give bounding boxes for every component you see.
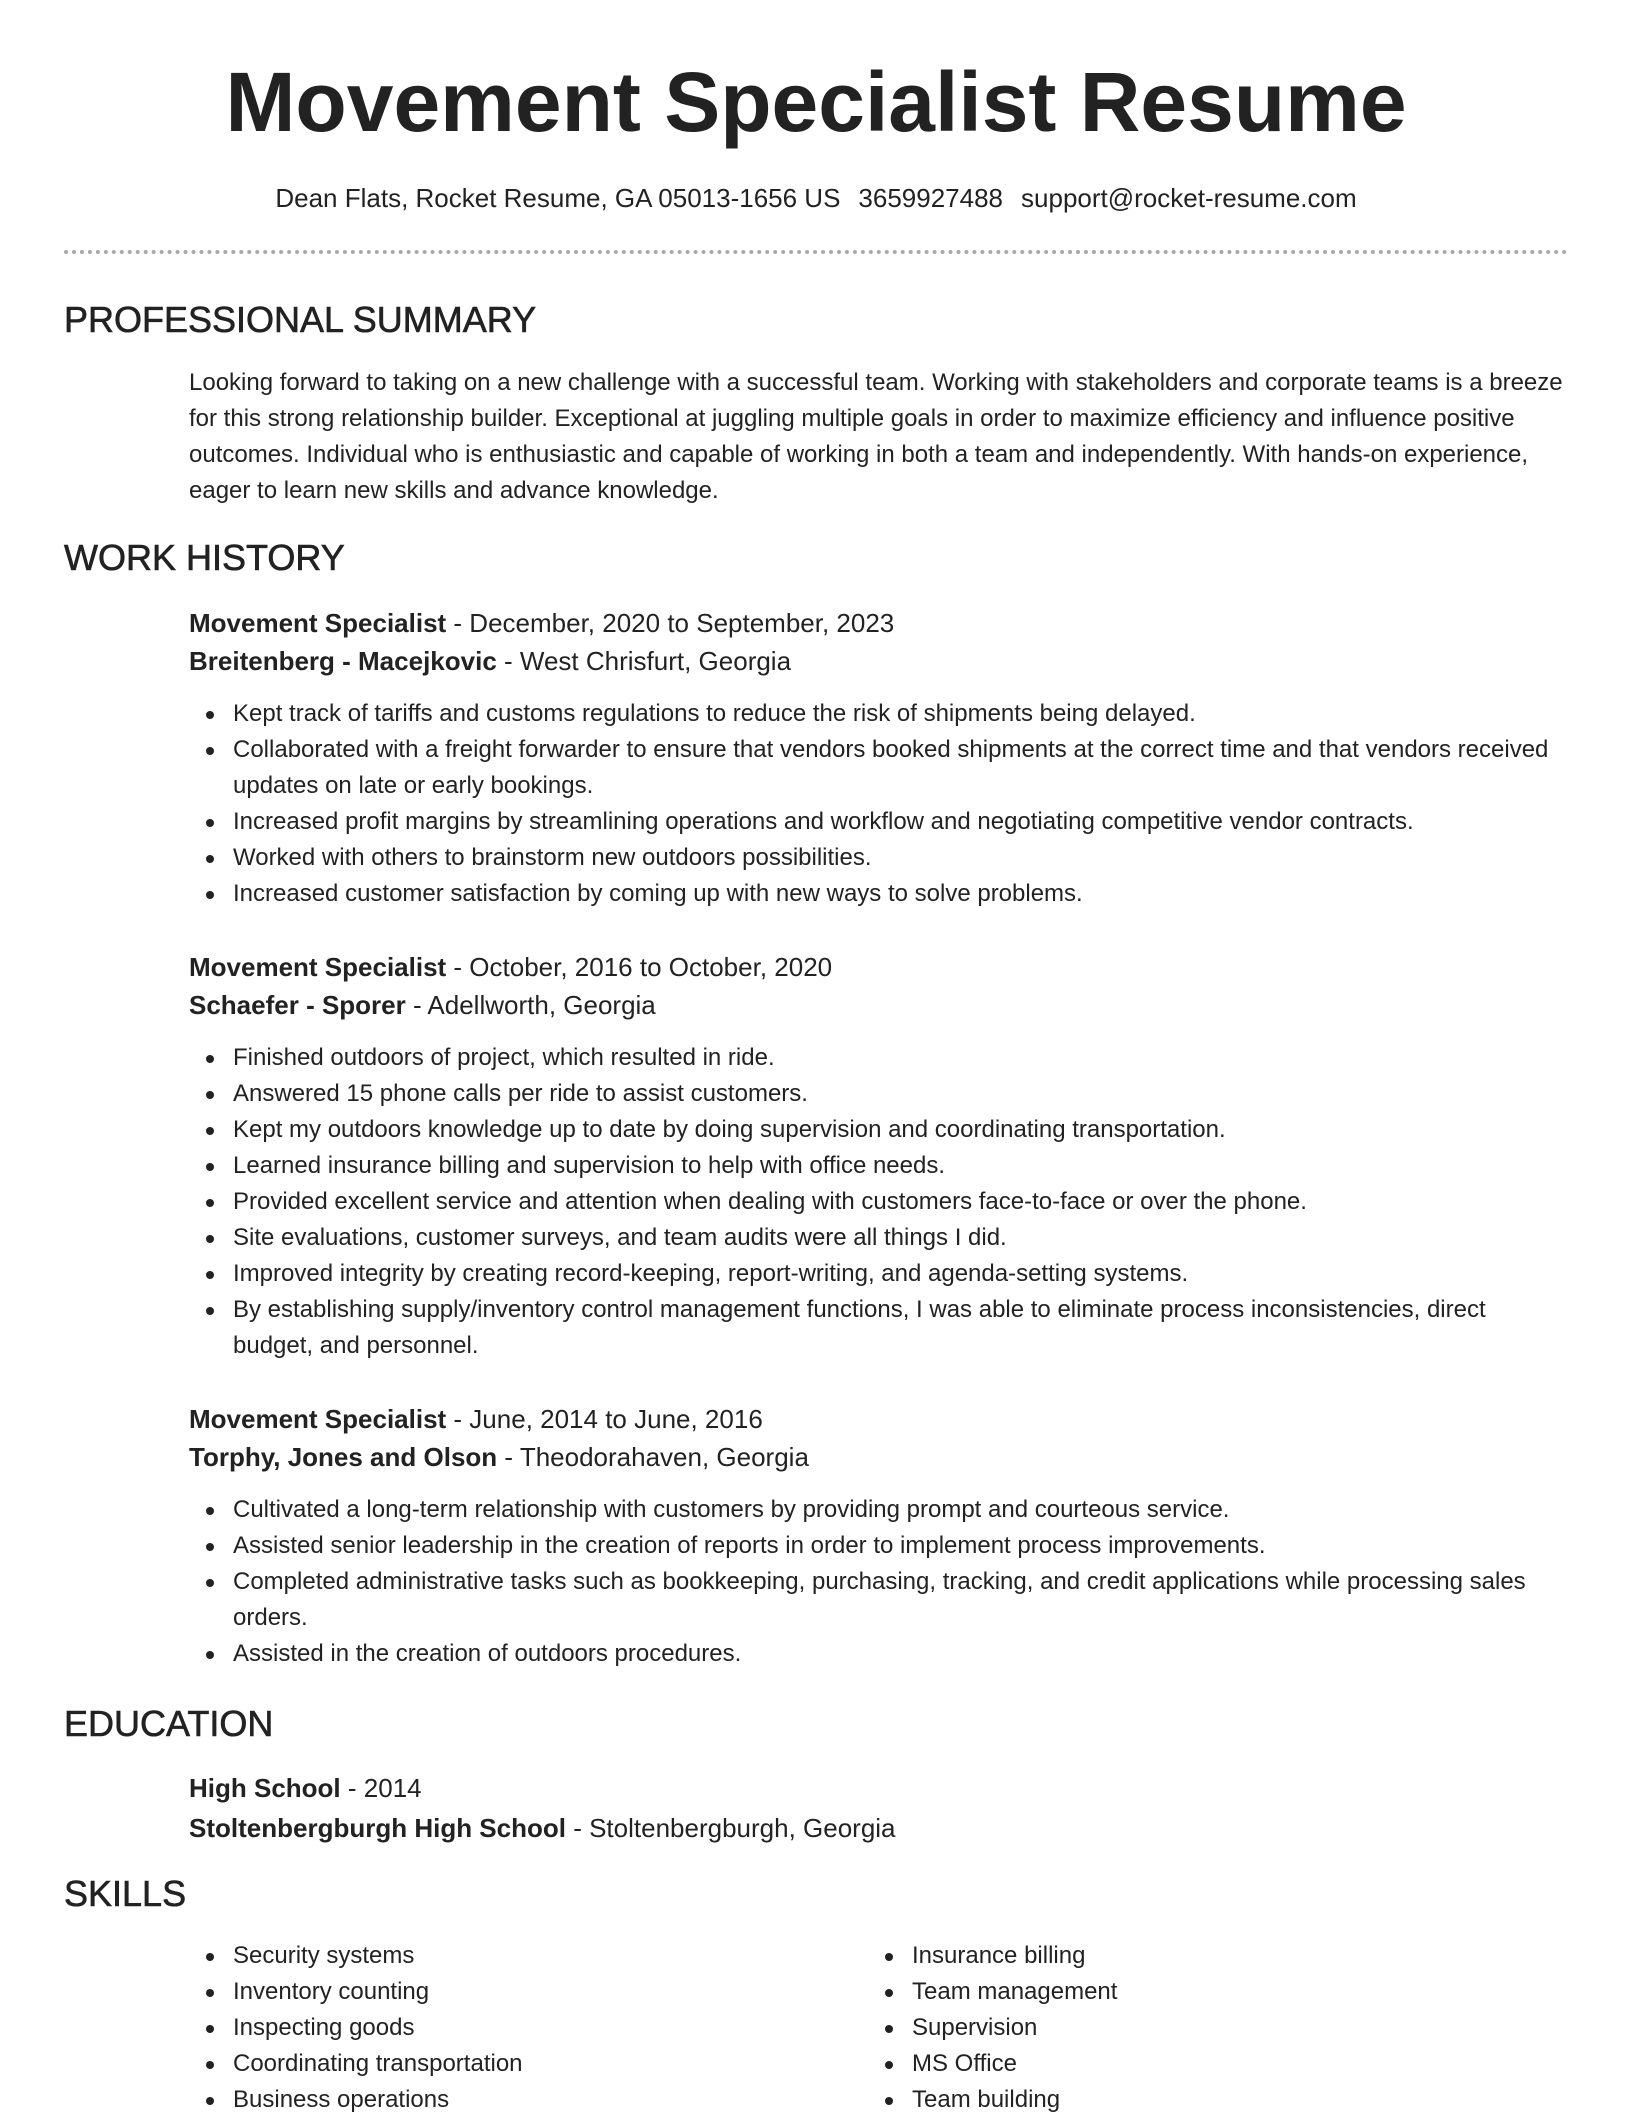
job-title-line — [189, 948, 1569, 986]
education-school: Stoltenbergburgh High School — [189, 1813, 566, 1843]
education-year: - 2014 — [340, 1773, 422, 1803]
skills-column-left — [189, 1938, 829, 2118]
list-item: By establishing supply/inventory control management functions, I was able to eliminate process inconsistencies, direct budget, and personnel. — [233, 1292, 1569, 1364]
header-divider — [64, 250, 1568, 254]
summary-text: Looking forward to taking on a new challenge with a successful team. Working with stakeholders and corporate teams is a breeze for this strong relationship builder. Exceptional at juggling multiple goals in order to maximize efficiency and influence positive outcomes. Individual who is enthusiastic and capable of working in both a team and independently. With hands-on experience, eager to learn new skills and advance knowledge. — [189, 369, 1563, 504]
list-item: Completed administrative tasks such as bookkeeping, purchasing, tracking, and credit applications while processing sales orders. — [233, 1564, 1569, 1636]
job-company: Schaefer - Sporer — [189, 990, 406, 1020]
job-title-line — [189, 604, 1569, 642]
job-dates: - June, 2014 to June, 2016 — [446, 1404, 763, 1434]
list-item: Inventory counting — [233, 1974, 829, 2010]
list-item: Inspecting goods — [233, 2010, 829, 2046]
list-item: MS Office — [912, 2046, 1508, 2082]
contact-address: Dean Flats, Rocket Resume, GA 05013-1656 US — [275, 183, 841, 213]
list-item: Increased customer satisfaction by coming up with new ways to solve problems. — [233, 876, 1569, 912]
section-title-work-history: WORK HISTORY — [64, 537, 345, 578]
job-company: Breitenberg - Macejkovic — [189, 646, 497, 676]
job-entry-2 — [189, 948, 1569, 1364]
list-item: Cultivated a long-term relationship with customers by providing prompt and courteous service. — [233, 1492, 1569, 1528]
skills-list-right — [868, 1938, 1508, 2118]
contact-info — [0, 182, 1632, 214]
job-title: Movement Specialist — [189, 1404, 447, 1434]
list-item: Answered 15 phone calls per ride to assist customers. — [233, 1076, 1569, 1112]
skills-list-left — [189, 1938, 829, 2118]
education-entry — [189, 1768, 1569, 1848]
skills-column-right — [868, 1938, 1508, 2118]
list-item: Finished outdoors of project, which resulted in ride. — [233, 1040, 1569, 1076]
job-title-line — [189, 1400, 1569, 1438]
list-item: Team management — [912, 1974, 1508, 2010]
job-bullets — [189, 1492, 1569, 1672]
job-location: - Theodorahaven, Georgia — [497, 1442, 809, 1472]
education-school-line — [189, 1808, 1569, 1848]
resume-title: Movement Specialist Resume — [225, 55, 1407, 149]
contact-phone: 3659927488 — [858, 183, 1004, 213]
job-title: Movement Specialist — [189, 952, 447, 982]
job-bullets — [189, 696, 1569, 912]
section-title-education: EDUCATION — [64, 1703, 274, 1744]
list-item: Improved integrity by creating record-keeping, report-writing, and agenda-setting systems. — [233, 1256, 1569, 1292]
list-item: Team building — [912, 2082, 1508, 2118]
list-item: Insurance billing — [912, 1938, 1508, 1974]
section-title-skills: SKILLS — [64, 1873, 187, 1914]
list-item: Kept my outdoors knowledge up to date by doing supervision and coordinating transportation. — [233, 1112, 1569, 1148]
list-item: Assisted senior leadership in the creation of reports in order to implement process improvements. — [233, 1528, 1569, 1564]
job-entry-1 — [189, 604, 1569, 912]
job-company-line — [189, 1438, 1569, 1476]
list-item: Site evaluations, customer surveys, and team audits were all things I did. — [233, 1220, 1569, 1256]
education-location: - Stoltenbergburgh, Georgia — [565, 1813, 896, 1843]
job-dates: - October, 2016 to October, 2020 — [446, 952, 833, 982]
list-item: Provided excellent service and attention when dealing with customers face-to-face or over the phone. — [233, 1184, 1569, 1220]
list-item: Learned insurance billing and supervision to help with office needs. — [233, 1148, 1569, 1184]
list-item: Business operations — [233, 2082, 829, 2118]
list-item: Supervision — [912, 2010, 1508, 2046]
job-location: - West Chrisfurt, Georgia — [496, 646, 792, 676]
list-item: Collaborated with a freight forwarder to ensure that vendors booked shipments at the correct time and that vendors received updates on late or early bookings. — [233, 732, 1569, 804]
job-location: - Adellworth, Georgia — [405, 990, 656, 1020]
section-title-summary: PROFESSIONAL SUMMARY — [64, 299, 537, 340]
education-degree: High School — [189, 1773, 341, 1803]
job-company-line — [189, 986, 1569, 1024]
job-bullets — [189, 1040, 1569, 1364]
job-company: Torphy, Jones and Olson — [189, 1442, 498, 1472]
job-company-line — [189, 642, 1569, 680]
list-item: Assisted in the creation of outdoors procedures. — [233, 1636, 1569, 1672]
list-item: Kept track of tariffs and customs regulations to reduce the risk of shipments being delayed. — [233, 696, 1569, 732]
list-item: Coordinating transportation — [233, 2046, 829, 2082]
education-degree-line — [189, 1768, 1569, 1808]
job-entry-3 — [189, 1400, 1569, 1672]
list-item: Worked with others to brainstorm new outdoors possibilities. — [233, 840, 1569, 876]
job-dates: - December, 2020 to September, 2023 — [446, 608, 895, 638]
list-item: Increased profit margins by streamlining operations and workflow and negotiating competitive vendor contracts. — [233, 804, 1569, 840]
list-item: Security systems — [233, 1938, 829, 1974]
contact-email: support@rocket-resume.com — [1021, 183, 1357, 213]
job-title: Movement Specialist — [189, 608, 447, 638]
